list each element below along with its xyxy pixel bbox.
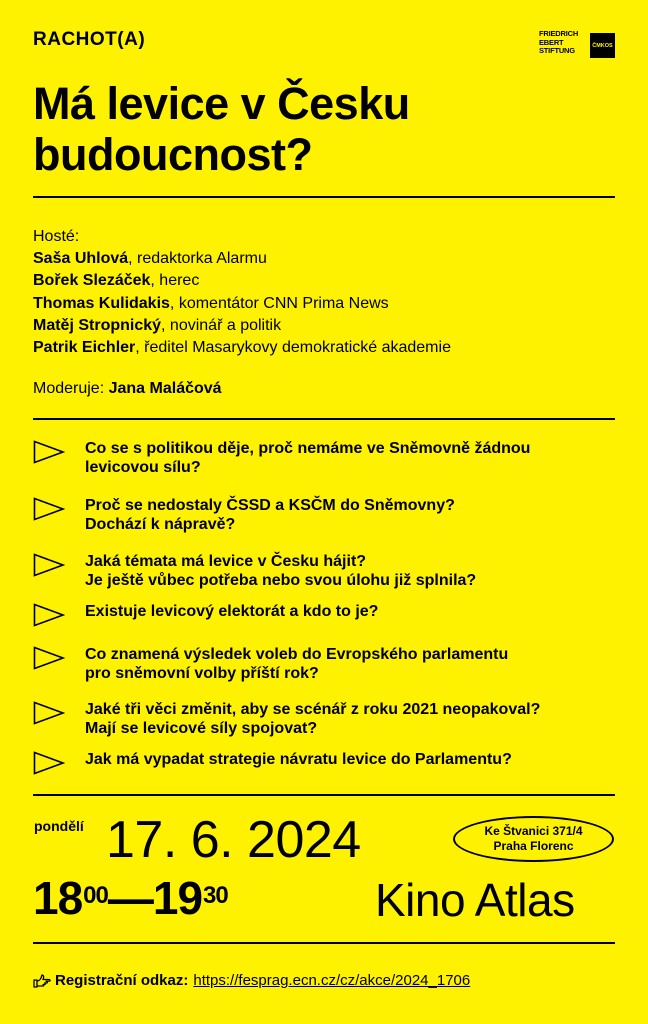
title-line: Má levice v Česku bbox=[33, 78, 410, 129]
guest-name: Saša Uhlová bbox=[33, 250, 129, 268]
venue-name: Kino Atlas bbox=[375, 874, 575, 926]
time-start-hour: 18 bbox=[33, 872, 83, 924]
time-end-hour: 19 bbox=[152, 872, 203, 924]
divider bbox=[33, 418, 615, 420]
triangle-arrow-icon bbox=[33, 553, 65, 577]
guest-name: Matěj Stropnický bbox=[33, 316, 162, 334]
registration bbox=[33, 972, 470, 989]
brand-logo: RACHOT(A) bbox=[33, 29, 146, 50]
event-day: pondělí bbox=[34, 818, 84, 834]
guest-name: Bořek Slezáček bbox=[33, 272, 151, 290]
fes-logo-line: FRIEDRICH bbox=[539, 29, 579, 38]
triangle-arrow-icon bbox=[33, 497, 65, 521]
triangle-arrow-icon bbox=[33, 603, 65, 627]
fes-logo-line: STIFTUNG bbox=[539, 46, 575, 56]
registration-label: Registrační odkaz: bbox=[55, 972, 189, 989]
question-text: Proč se nedostaly ČSSD a KSČM do Sněmovny? Dochází k nápravě? bbox=[85, 497, 455, 533]
moderator-name: Jana Maláčová bbox=[108, 380, 222, 397]
fes-logo bbox=[539, 30, 578, 56]
question-text: Jak má vypadat strategie návratu levice do Parlamentu? bbox=[85, 751, 512, 768]
divider bbox=[33, 794, 615, 796]
guest-name: Patrik Eichler bbox=[33, 339, 136, 357]
address-line: Praha Florenc bbox=[493, 839, 574, 853]
time-end-minute: 30 bbox=[203, 882, 228, 909]
fes-logo-line: EBERT bbox=[539, 37, 564, 47]
title-line: budoucnost? bbox=[33, 129, 313, 180]
divider bbox=[33, 942, 615, 944]
page-title bbox=[33, 78, 623, 180]
venue-address bbox=[453, 816, 614, 862]
question-text: Jaké tři věci změnit, aby se scénář z roku 2021 neopakoval? Mají se levicové síly spojovat? bbox=[85, 701, 541, 737]
guest-name: Thomas Kulidakis bbox=[33, 294, 170, 312]
triangle-arrow-icon bbox=[33, 751, 65, 775]
divider bbox=[33, 196, 615, 198]
event-date: 17. 6. 2024 bbox=[106, 811, 361, 869]
question-text: Co znamená výsledek voleb do Evropského parlamentu pro sněmovní volby příští rok? bbox=[85, 646, 509, 682]
cmkos-logo: ČMKOS bbox=[590, 33, 615, 58]
triangle-arrow-icon bbox=[33, 440, 65, 464]
time-separator: — bbox=[107, 872, 153, 924]
guests-heading: Hosté: bbox=[33, 228, 80, 245]
guest-item bbox=[33, 293, 451, 315]
question-text: Co se s politikou děje, proč nemáme ve Sněmovně žádnou levicovou sílu? bbox=[85, 440, 531, 476]
event-time bbox=[33, 870, 228, 926]
pointing-hand-icon bbox=[33, 973, 51, 989]
guest-role: , herec bbox=[150, 272, 200, 290]
triangle-arrow-icon bbox=[33, 646, 65, 670]
address-line: Ke Štvanici 371/4 bbox=[484, 824, 583, 838]
guest-role: , novinář a politik bbox=[161, 316, 282, 334]
question-text: Existuje levicový elektorát a kdo to je? bbox=[85, 603, 379, 620]
registration-link[interactable]: https://fesprag.ecn.cz/cz/akce/2024_1706 bbox=[193, 972, 471, 989]
triangle-arrow-icon bbox=[33, 701, 65, 725]
guests-section bbox=[33, 226, 451, 359]
guest-role: , ředitel Masarykovy demokratické akademie bbox=[135, 339, 451, 357]
guest-item bbox=[33, 315, 451, 337]
guest-item bbox=[33, 337, 451, 359]
moderator bbox=[33, 380, 222, 398]
guest-item bbox=[33, 248, 451, 270]
guest-role: , redaktorka Alarmu bbox=[128, 250, 267, 268]
question-text: Jaká témata má levice v Česku hájit? Je ještě vůbec potřeba nebo svou úlohu již splnila? bbox=[85, 553, 477, 589]
moderator-label: Moderuje: bbox=[33, 380, 105, 397]
guest-item bbox=[33, 270, 451, 292]
time-start-minute: 00 bbox=[83, 882, 108, 909]
guest-role: , komentátor CNN Prima News bbox=[169, 294, 389, 312]
